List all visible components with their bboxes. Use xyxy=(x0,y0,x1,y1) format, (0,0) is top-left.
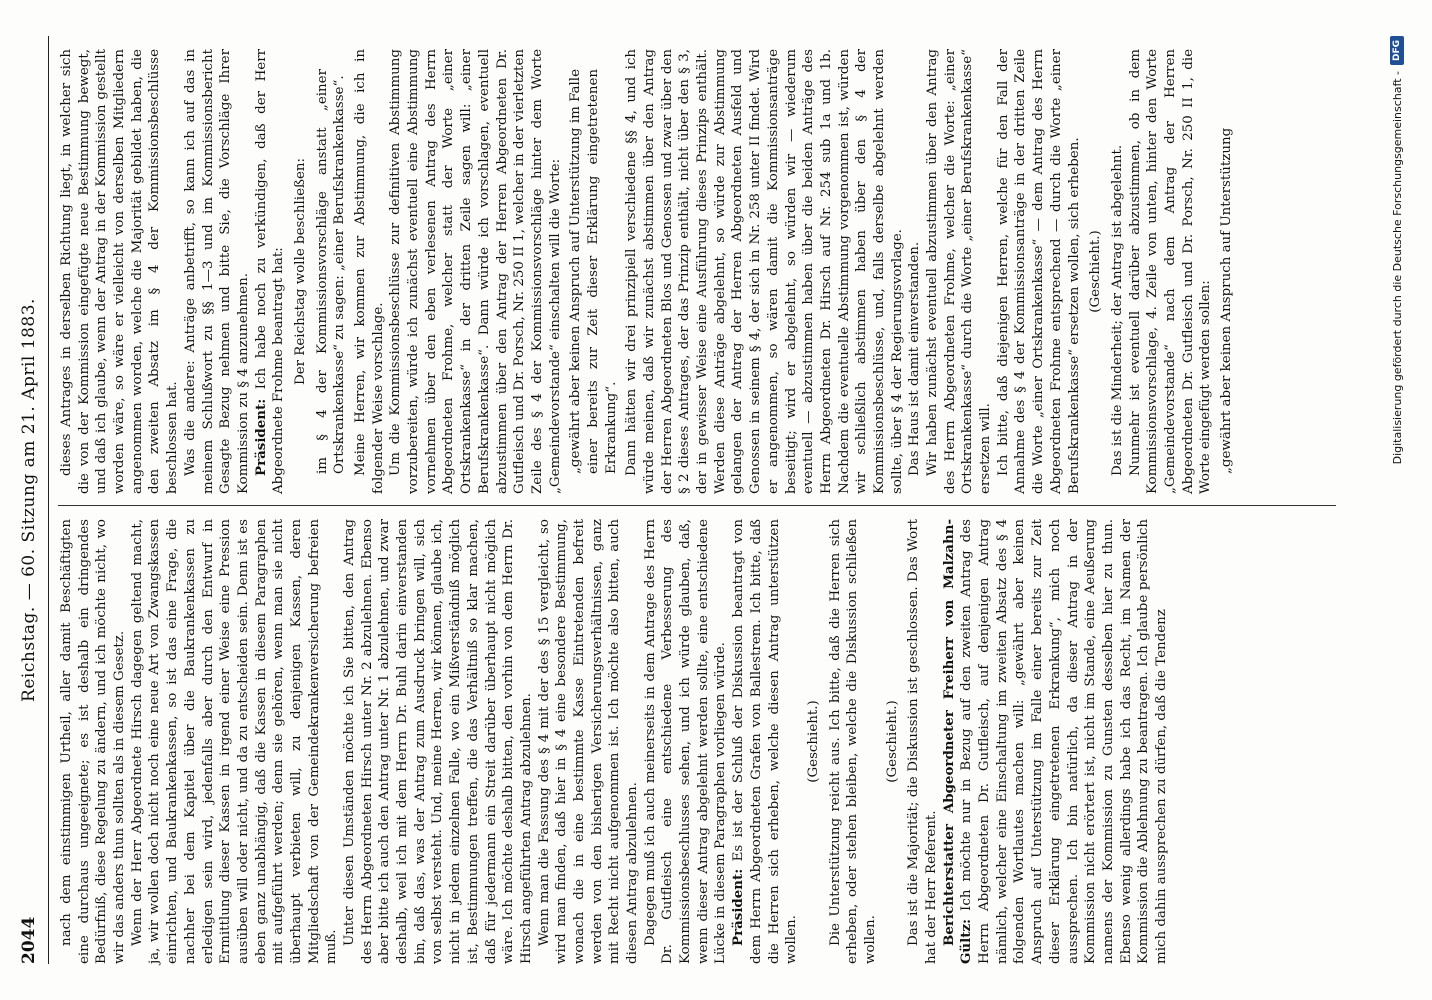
paragraph: Um die Kommissionsbeschlüsse zur definitiven Abstimmung vorzubereiten, würde ich zunächst eventuell eine Abstimmung vornehmen über den eben verlesenen Antrag des Herrn Abgeordneten Frohme, welcher statt der Worte „einer Ortskrankenkasse“ in der dritten Zeile sagen will: „einer Berufskrankenkasse“. Dann würde ich vorschlagen, eventuell abzustimmen über den Antrag der Herren Abgeordneten Dr. Gutfleisch und Dr. Porsch, Nr. 250 II 1, welcher in der vierletzten Zeile des § 4 der Kommissionsvorschläge hinter dem Worte „Gemeindevorstande“ einschalten will die Worte: xyxy=(388,49,563,494)
paragraph: Das ist die Majorität; die Diskussion ist geschlossen. Das Wort hat der Herr Referent. xyxy=(906,519,939,964)
paragraph: nach dem einstimmigen Urtheil, aller damit Beschäftigten eine durchaus ungeeignete; es ist deshalb ein dringendes Bedürfniß, diese Regelung zu ändern, und ich möchte nicht, wo wir das anders thun sollten als in diesem Gesetz. xyxy=(59,519,128,964)
quoted-amendment: „gewährt aber keinen Anspruch auf Unterstützung im Falle einer bereits zur Zeit dieser Erklärung eingetretenen Erkrankung“. xyxy=(568,69,619,474)
paragraph: Dagegen muß ich auch meinerseits in dem Antrage des Herrn Dr. Gutfleisch eine entschiedene Verbesserung des Kommissionsbeschlusses sehen, und ich würde glauben, daß, wenn dieser Antrag abgelehnt werden sollte, eine entschiedene Lücke in diesem Paragraphen vorliegen würde. xyxy=(642,519,729,964)
speaker-label: Berichterstatter Abgeordneter Freiherr von Malzahn-Gültz: xyxy=(940,519,975,964)
page-header xyxy=(14,36,44,964)
right-column xyxy=(58,49,1239,494)
motion-text: im § 4 der Kommissionsvorschläge anstatt „einer Ortskrankenkasse“ zu sagen: „einer Berufskrankenkasse“. xyxy=(314,69,348,474)
paragraph: Wir haben zunächst eventuell abzustimmen über den Antrag des Herrn Abgeordneten Frohme, welcher die Worte: „einer Ortskrankenkasse“ durch die Worte „einer Berufskrankenkasse“ ersetzen will. xyxy=(925,49,994,494)
stage-direction: (Geschieht.) xyxy=(1088,230,1104,313)
credit-text: Digitalisierung gefördert durch die Deutsche Forschungsgemeinschaft - xyxy=(1390,71,1404,465)
paragraph: Ich bitte, daß diejenigen Herren, welche für den Fall der Annahme des § 4 der Kommissionsanträge in der dritten Zeile die Worte „einer Ortskrankenkasse“ — dem Antrag des Herrn Abgeordneten Frohme entsprechend — durch die Worte „einer Berufskrankenkasse“ ersetzen wollen, sich erheben. xyxy=(995,49,1082,494)
quoted-amendment: „gewährt aber keinen Anspruch auf Unterstützung xyxy=(1219,127,1234,474)
paragraph: Was die andere: Anträge anbetrifft, so kann ich auf das in meinem Schlußwort zu §§ 1—3 und im Kommissionsbericht Gesagte Bezug nehmen und bitte Sie, die Vorschläge Ihrer Kommission zu § 4 anzunehmen. xyxy=(182,49,251,494)
speech-text: Ich habe noch zu verkündigen, daß der Herr Abgeordnete Frohme beantragt hat: xyxy=(253,49,287,494)
motion-heading: Der Reichstag wolle beschließen: xyxy=(292,157,308,386)
paragraph: Nunmehr ist eventuell darüber abzustimmen, ob in dem Kommissionsvorschlage, 4. Zeile von unten, hinter den Worte „Gemeindevorstande“ nach dem Antrag der Herren Abgeordneten Dr. Gutfleisch und Dr. Porsch, Nr. 250 II 1, die Worte eingefügt werden sollen: xyxy=(1127,49,1214,494)
digitization-credit xyxy=(1390,36,1404,964)
paragraph xyxy=(730,519,801,964)
page-title: Reichstag. — 60. Sitzung am 21. April 1883. xyxy=(19,298,39,702)
paragraph: Das ist die Minderheit; der Antrag ist abgelehnt. xyxy=(1109,144,1125,476)
paragraph: dieses Antrages in derselben Richtung liegt, in welcher sich die von der Kommission eingefügte neue Bestimmung bewegt, und daß ich glaube, wenn der Antrag in der Kommission gestellt worden wäre, so wäre er vielleicht von derselben Mitgliedern angenommen worden, welche die Majorität gebildet haben, die den zweiten Absatz im § 4 der Kommissionsbeschlüsse beschlossen hat. xyxy=(59,49,181,494)
paragraph: Dann hätten wir drei prinzipiell verschiedene §§ 4, und ich würde meinen, daß wir zunächst abstimmen über den Antrag der Herren Abgeordneten Blos und Genossen und zwar über den § 2 dieses Antrages, der das Prinzip enthält, nicht über den § 3, der in gewisser Weise eine Ausführung dieses Prinzips enthält. Werden diese Anträge abgelehnt, so würde zur Abstimmung gelangen der Antrag der Herren Abgeordneten Ausfeld und Genossen in seinem § 4, der sich in Nr. 258 unter II findet. Wird er angenommen, so wären damit die Kommissionsanträge beseitigt; wird er abgelehnt, so würden wir — wiederum eventuell — abzustimmen haben über die beiden Anträge des Herrn Abgeordneten Dr. Hirsch auf Nr. 254 sub 1a und 1b. Nachdem die eventuelle Abstimmung vorgenommen ist, würden wir schließlich abstimmen haben über den § 4 der Kommissionsbeschlüsse, und, falls derselbe abgelehnt werden sollte, über § 4 der Regierungsvorlage. xyxy=(624,49,905,494)
page-number: 2044 xyxy=(19,916,39,964)
header-rule xyxy=(48,36,49,964)
column-divider xyxy=(58,505,1336,506)
dfg-logo: DFG xyxy=(1390,36,1404,65)
paragraph: Das Haus ist damit einverstanden. xyxy=(907,241,923,476)
paragraph xyxy=(253,49,288,494)
speaker-label: Präsident: xyxy=(730,868,747,946)
paragraph: Meine Herren, wir kommen zur Abstimmung, die ich in folgender Weise vorschlage. xyxy=(353,49,386,494)
stage-direction: (Geschieht.) xyxy=(805,700,821,783)
paragraph: Die Unterstützung reicht aus. Ich bitte, daß die Herren sich erheben, oder stehen bleiben, welche die Diskussion schließen wollen. xyxy=(827,519,878,964)
speech-text: Ich möchte nur in Bezug auf den zweiten Antrag des Herrn Abgeordneten Dr. Gutfleisch, auf denjenigen Antrag nämlich, welcher eine Einschaltung im zweiten Absatz des § 4 folgenden Wortlautes machen will: „gewährt aber keinen Anspruch auf Unterstützung im Falle einer bereits zur Zeit dieser Erklärung eingetretenen Erkrankung“, mich noch aussprechen. Ich bin natürlich, da dieser Antrag in der Kommission nicht erörtert ist, nicht im Stande, eine Aeußerung namens der Kommission zu Gunsten desselben hier zu thun. Ebenso wenig allerdings habe ich das Recht, im Namen der Kommission die Ablehnung zu beantragen. Ich glaube persönlich mich dahin aussprechen zu dürfen, daß die Tendenz xyxy=(959,519,1169,964)
paragraph: Wenn man die Fassung des § 4 mit der des § 15 vergleicht, so wird man finden, daß hier in § 4 eine besondere Bestimmung, wonach die in eine bestimmte Kasse Eintretenden befreit werden von den bisherigen Versicherungsverhältnissen, ganz mit Recht nicht aufgenommen ist. Ich möchte also bitten, auch diesen Antrag abzulehnen. xyxy=(536,519,640,964)
left-column xyxy=(58,519,1171,964)
paragraph: Unter diesen Umständen möchte ich Sie bitten, den Antrag des Herrn Abgeordneten Hirsch unter Nr. 2 abzulehnen. Ebenso aber bitte ich auch den Antrag unter Nr. 1 abzulehnen, und zwar deshalb, weil ich mit dem Herrn Dr. Buhl darin einverstanden bin, daß das, was der Antrag zum Ausdruck bringen will, sich von selbst versteht. Und, meine Herren, wir können, glaube ich, nicht in jedem einzelnen Falle, wo ein Mißverständniß möglich ist, Bestimmungen treffen, die das Verhältniß so klar machen, daß für jedermann ein Streit darüber überhaupt nicht möglich wäre. Ich möchte deshalb bitten, den vorhin von dem Herrn Dr. Hirsch angeführten Antrag abzulehnen. xyxy=(342,519,534,964)
stage-direction: (Geschieht.) xyxy=(884,700,900,783)
speaker-label: Präsident: xyxy=(252,398,269,476)
paragraph: Wenn der Herr Abgeordnete Hirsch dagegen geltend macht, ja, wir wollen doch nicht noch eine neue Art von Zwangskassen einrichten, und Baukrankenkassen, so ist das eine Frage, die nachher bei dem Kapitel über die Baukrankenkassen zu erledigen sein wird, jedenfalls aber durch den Entwurf in Ermittlung dieser Kassen in irgend einer Weise eine Pression ausüben will oder nicht, und da zu entscheiden sein. Denn ist es eben ganz unabhängig, daß die Kassen in diesem Paragraphen mit aufgeführt werden; denn sie gehören, wenn man sie nicht überhaupt verbieten will, zu denjenigen Kassen, deren Mitgliedschaft von der Gemeindekrankenversicherung befreien muß. xyxy=(129,519,340,964)
speech-text: Es ist der Schluß der Diskussion beantragt von dem Herrn Abgeordneten Grafen von Ballestrem. Ich bitte, daß die Herren sich erheben, welche diesen Antrag unterstützen wollen. xyxy=(731,519,800,964)
paragraph xyxy=(941,519,1171,964)
